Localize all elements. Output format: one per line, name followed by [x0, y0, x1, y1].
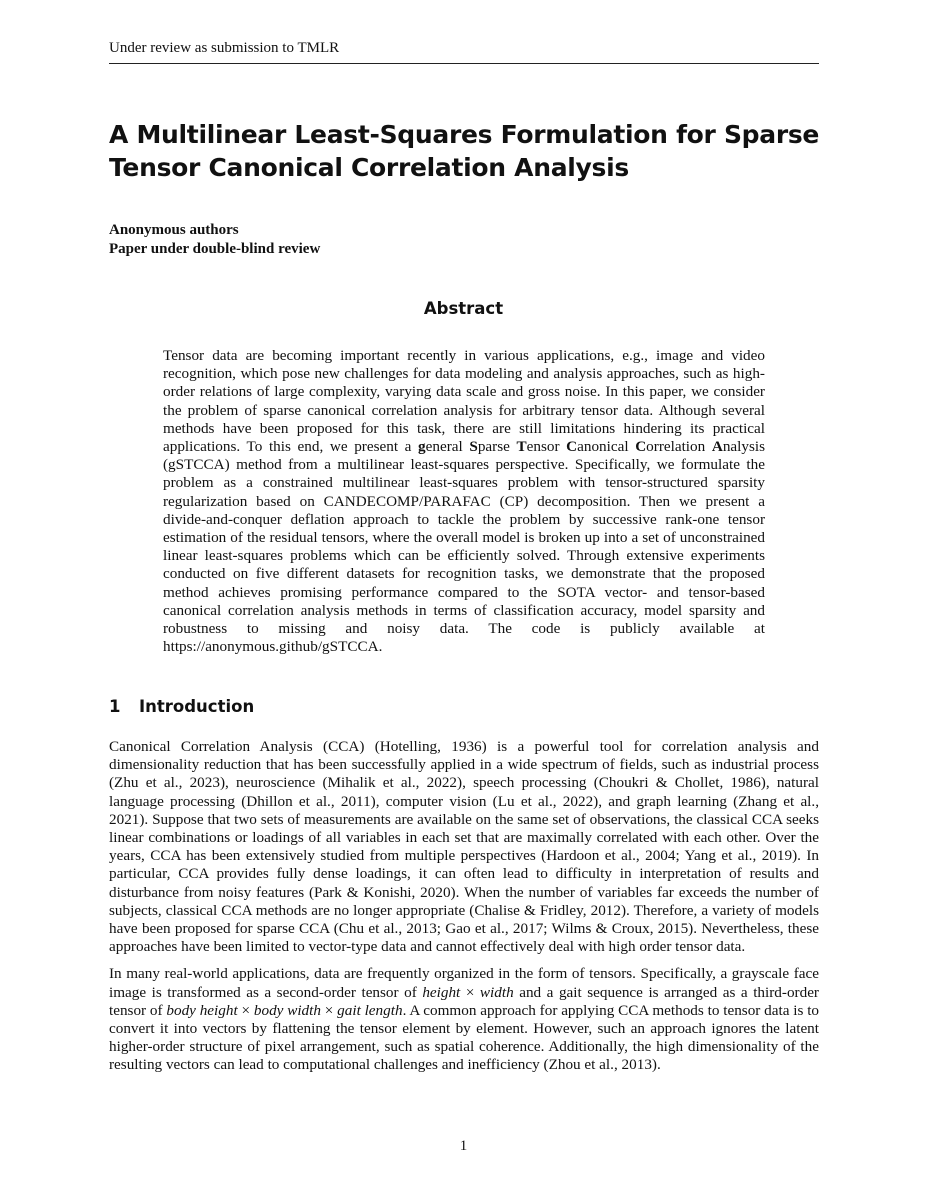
acronym-letter-c2: C	[635, 438, 647, 456]
section-heading-introduction	[109, 697, 254, 716]
p2-italic-body-height: body height	[166, 1001, 238, 1019]
p2-italic-height: height	[422, 983, 461, 1001]
p2-text-a: In many real-world applications, data are frequently organized in the form of tensors. Specifically, a grayscale face image is transformed as a second-order tensor of	[109, 965, 819, 1001]
p2-italic-gait-length: gait length	[337, 1001, 403, 1019]
abstract-body	[163, 347, 765, 656]
abstract-heading: Abstract	[423, 299, 504, 318]
intro-paragraph-1: Canonical Correlation Analysis (CCA) (Hotelling, 1936) is a powerful tool for correlation analysis and dimensionality reduction that has been successfully applied in a wide spectrum of fields, such as industrial process (Zhu et al., 2023), neuroscience (Mihalik et al., 2022), speech processing (Choukri & Chollet, 1986), natural language processing (Dhillon et al., 2011), computer vision (Lu et al., 2022), and graph learning (Zhang et al., 2021). Suppose that two sets of measurements are available on the same set of observations, the classical CCA seeks linear combinations or loadings of all variables in each set that are maximally correlated with each other. Over the years, CCA has been extensively studied from multiple perspectives (Hardoon et al., 2004; Yang et al., 2019). In particular, CCA provides fully dense loadings, it can often lead to difficulty in interpretation of results and disturbance from noisy features (Park & Konishi, 2020). When the number of variables far exceeds the number of subjects, classical CCA methods are no longer appropriate (Chalise & Fridley, 2012). Therefore, a variety of models have been proposed for sparse CCA (Chu et al., 2013; Gao et al., 2017; Wilms & Croux, 2015). Nevertheless, these approaches have been limited to vector-type data and cannot effectively deal with high order tensor data.	[109, 738, 819, 956]
author-block	[109, 221, 320, 259]
acronym-letter-g: g	[418, 438, 426, 456]
intro-paragraph-2	[109, 965, 819, 1074]
review-status-line: Paper under double-blind review	[109, 241, 321, 257]
acronym-letter-a: A	[711, 438, 723, 456]
p2-times-2: ×	[237, 1001, 254, 1019]
paper-title: A Multilinear Least-Squares Formulation for Sparse Tensor Canonical Correlation Analysis	[109, 120, 820, 182]
p2-italic-body-width: body width	[253, 1001, 321, 1019]
abstract-text-part2: nalysis (gSTCCA) method from a multilinear least-squares perspective. Specifically, we formulate the problem as a constrained multilinear least-squares problem with tensor-structured sparsity regularization based on CANDECOMP/PARAFAC (CP) decomposition. Then we present a divide-and-conquer deflation approach to tackle the problem by successive rank-one tensor estimation of the residual tensors, where the overall model is broken up into a set of unconstrained linear least-squares problems which can be efficiently solved. Through extensive experiments conducted on five different datasets for recognition tasks, we demonstrate that the proposed method achieves promising performance compared to the SOTA vector- and tensor-based canonical correlation analysis methods in terms of classification accuracy, model sparsity and robustness to missing and noisy data. The code is publicly available at https://anonymous.github/gSTCCA.	[163, 438, 766, 656]
acronym-letter-s: S	[469, 438, 478, 456]
authors-line: Anonymous authors	[109, 222, 239, 238]
abstract-word-parse: parse	[477, 438, 517, 456]
introduction-body	[109, 738, 819, 1084]
page-number: 1	[459, 1138, 468, 1154]
p2-italic-width: width	[479, 983, 514, 1001]
abstract-text-part1: Tensor data are becoming important recently in various applications, e.g., image and video recognition, which pose new challenges for data modeling and analysis approaches, such as high-order relations of large complexity, varying data scale and gross noise. In this paper, we consider the problem of sparse canonical correlation analysis for arbitrary tensor data. Although several methods have been proposed for this task, there are still limitations hindering its practical applications. To this end, we present a	[163, 347, 765, 456]
p2-times-1: ×	[460, 983, 480, 1001]
abstract-word-eneral: eneral	[425, 438, 470, 456]
section-title: Introduction	[139, 697, 255, 716]
abstract-word-ensor: ensor	[526, 438, 567, 456]
abstract-word-orrelation: orrelation	[646, 438, 712, 456]
section-number: 1	[109, 697, 121, 716]
abstract-word-anonical: anonical	[577, 438, 636, 456]
p2-text-b: and a gait sequence is arranged as a third-order tensor of	[109, 983, 819, 1019]
p2-text-c: . A common approach for applying CCA methods to tensor data is to convert it into vectors by flattening the tensor element by element. However, such an approach ignores the latent higher-order structure of pixel arrangement, such as spatial coherence. Additionally, the high dimensionality of the resulting vectors can lead to computational challenges and inefficiency (Zhou et al., 2013).	[109, 1001, 820, 1074]
p2-times-3: ×	[320, 1001, 338, 1019]
acronym-letter-c1: C	[566, 438, 578, 456]
acronym-letter-t: T	[516, 438, 527, 456]
running-header: Under review as submission to TMLR	[109, 40, 819, 64]
